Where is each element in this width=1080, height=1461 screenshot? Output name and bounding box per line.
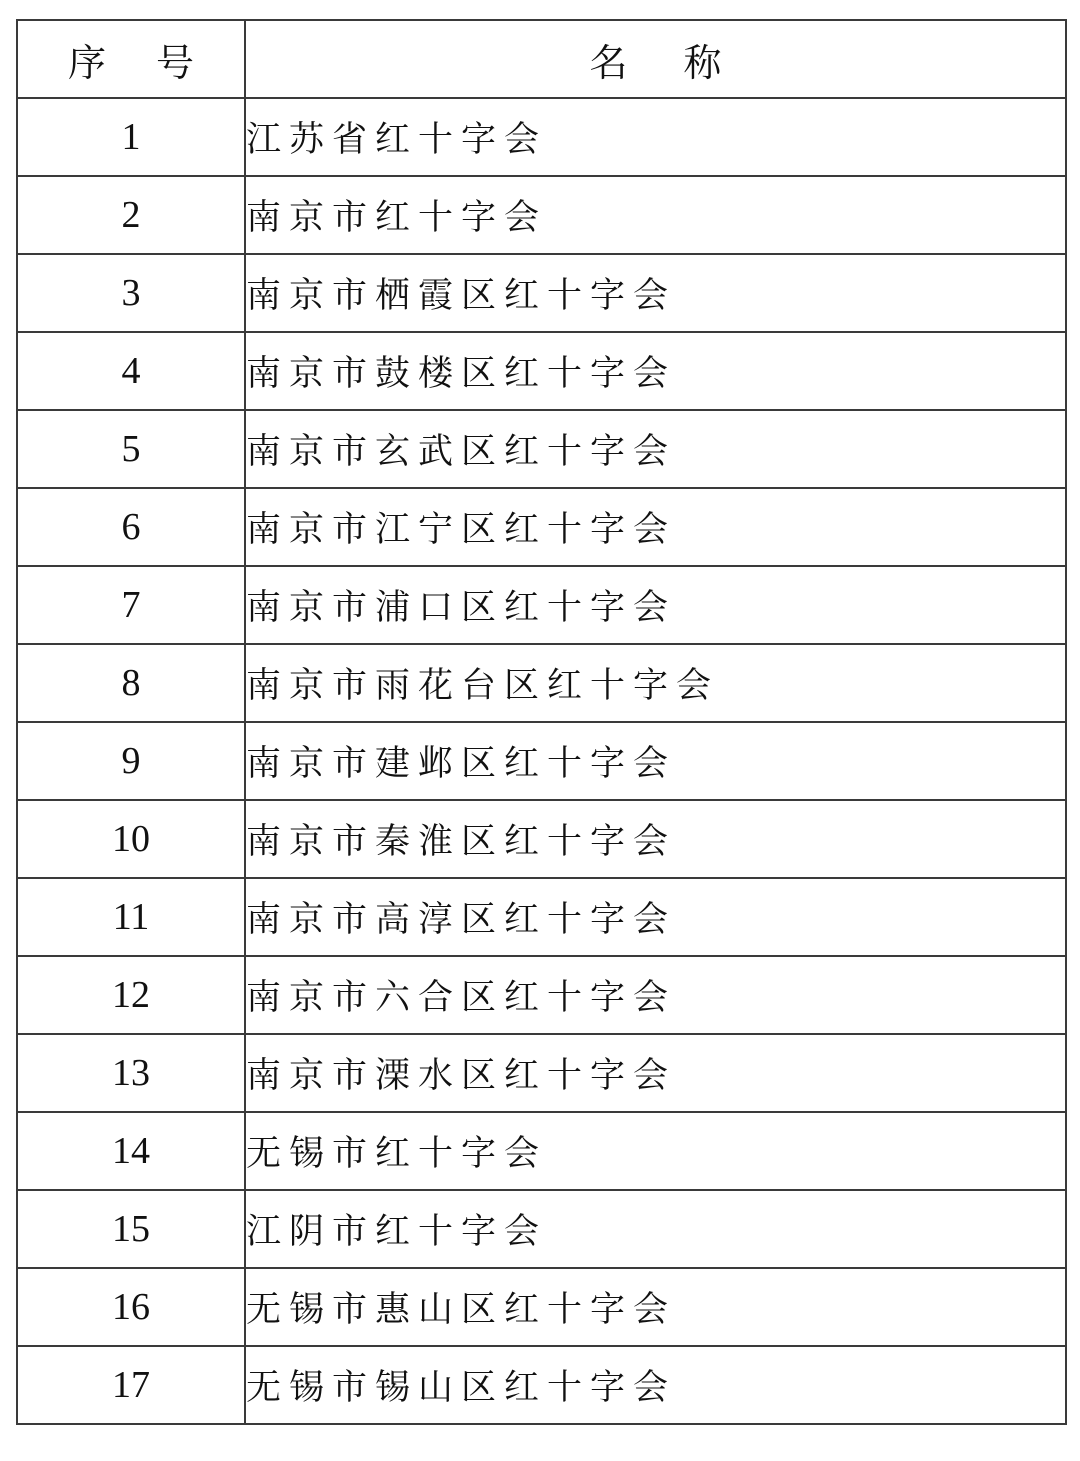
table-row bbox=[17, 410, 1066, 488]
row-number: 6 bbox=[17, 488, 245, 566]
table-row bbox=[17, 1190, 1066, 1268]
row-number: 16 bbox=[17, 1268, 245, 1346]
organization-name: 无锡市红十字会 bbox=[245, 1112, 1066, 1190]
row-number: 9 bbox=[17, 722, 245, 800]
row-number: 13 bbox=[17, 1034, 245, 1112]
table-row bbox=[17, 176, 1066, 254]
table-row bbox=[17, 1034, 1066, 1112]
row-number: 17 bbox=[17, 1346, 245, 1424]
organization-name: 南京市鼓楼区红十字会 bbox=[245, 332, 1066, 410]
header-name: 名 称 bbox=[245, 20, 1066, 98]
table-row bbox=[17, 800, 1066, 878]
table-header-row bbox=[17, 20, 1066, 98]
table-row bbox=[17, 254, 1066, 332]
row-number: 14 bbox=[17, 1112, 245, 1190]
row-number: 5 bbox=[17, 410, 245, 488]
organization-name: 南京市秦淮区红十字会 bbox=[245, 800, 1066, 878]
row-number: 15 bbox=[17, 1190, 245, 1268]
table-row bbox=[17, 332, 1066, 410]
organization-name: 南京市栖霞区红十字会 bbox=[245, 254, 1066, 332]
table-row bbox=[17, 878, 1066, 956]
table-row bbox=[17, 956, 1066, 1034]
organization-name: 无锡市锡山区红十字会 bbox=[245, 1346, 1066, 1424]
organization-name: 南京市建邺区红十字会 bbox=[245, 722, 1066, 800]
header-index: 序 号 bbox=[17, 20, 245, 98]
table-row bbox=[17, 566, 1066, 644]
row-number: 8 bbox=[17, 644, 245, 722]
table-row bbox=[17, 1268, 1066, 1346]
organization-name: 南京市六合区红十字会 bbox=[245, 956, 1066, 1034]
row-number: 3 bbox=[17, 254, 245, 332]
organization-name: 江苏省红十字会 bbox=[245, 98, 1066, 176]
table-row bbox=[17, 1346, 1066, 1424]
organization-name: 南京市溧水区红十字会 bbox=[245, 1034, 1066, 1112]
row-number: 12 bbox=[17, 956, 245, 1034]
organization-name: 南京市江宁区红十字会 bbox=[245, 488, 1066, 566]
red-cross-organization-table bbox=[16, 19, 1067, 1425]
table-row bbox=[17, 644, 1066, 722]
row-number: 7 bbox=[17, 566, 245, 644]
organization-name: 无锡市惠山区红十字会 bbox=[245, 1268, 1066, 1346]
row-number: 2 bbox=[17, 176, 245, 254]
organization-name: 南京市浦口区红十字会 bbox=[245, 566, 1066, 644]
organization-name: 南京市红十字会 bbox=[245, 176, 1066, 254]
row-number: 11 bbox=[17, 878, 245, 956]
row-number: 1 bbox=[17, 98, 245, 176]
row-number: 10 bbox=[17, 800, 245, 878]
organization-name: 江阴市红十字会 bbox=[245, 1190, 1066, 1268]
table-row bbox=[17, 98, 1066, 176]
table-row bbox=[17, 488, 1066, 566]
row-number: 4 bbox=[17, 332, 245, 410]
table-row bbox=[17, 1112, 1066, 1190]
organization-name: 南京市玄武区红十字会 bbox=[245, 410, 1066, 488]
organization-name: 南京市高淳区红十字会 bbox=[245, 878, 1066, 956]
organization-name: 南京市雨花台区红十字会 bbox=[245, 644, 1066, 722]
table-row bbox=[17, 722, 1066, 800]
